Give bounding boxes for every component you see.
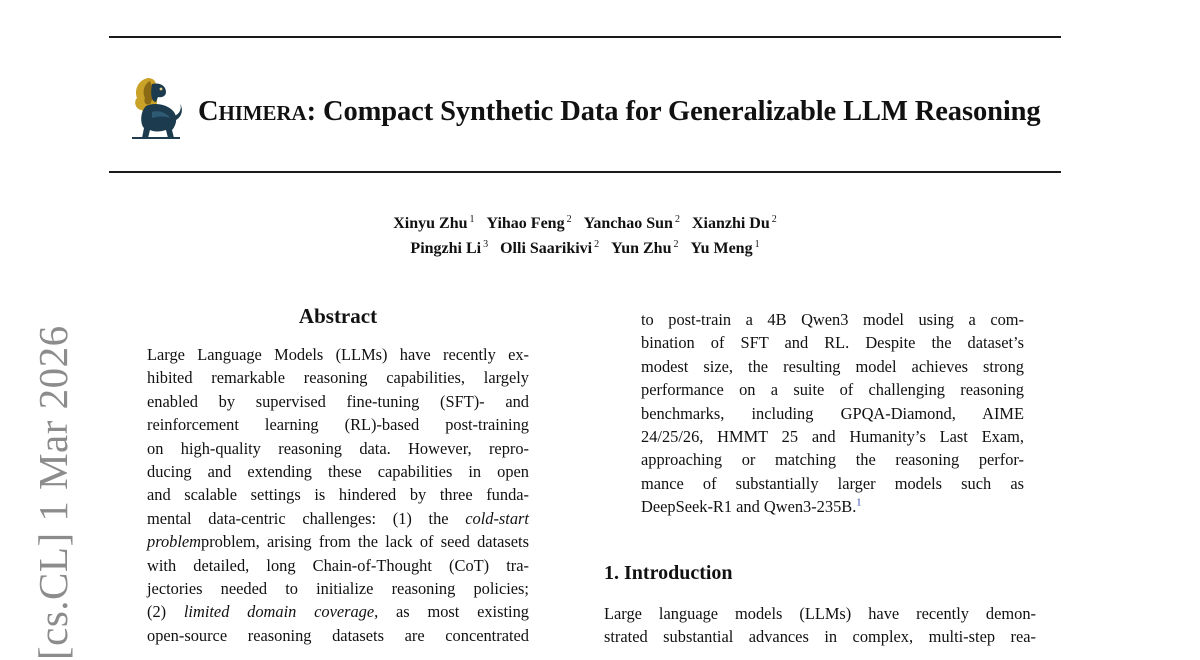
abstract-line: benchmarks, including GPQA-Diamond, AIME [641, 403, 1024, 423]
chimera-lion-logo-icon [128, 72, 184, 140]
author-name: Yun Zhu [611, 240, 672, 258]
emphasis-limited-domain-coverage: limited domain coverage [183, 602, 375, 622]
paper-title [198, 96, 1041, 128]
author-affiliation: 2 [674, 214, 680, 225]
abstract-line: performance on a suite of challenging reasoning [641, 380, 1024, 400]
abstract-line: bination of SFT and RL. Despite the dataset’s [641, 333, 1024, 353]
abstract-line: open-source reasoning datasets are concentrated [147, 625, 529, 645]
abstract-line [641, 495, 1024, 518]
author-affiliation: 2 [771, 214, 777, 225]
author [690, 240, 759, 257]
abstract-line [147, 507, 529, 530]
title-subtitle: : Compact Synthetic Data for Generalizable LLM Reasoning [306, 96, 1041, 127]
abstract-line: mance of substantially larger models such as [641, 473, 1024, 493]
author [584, 215, 680, 232]
abstract-line: jectories needed to initialize reasoning policies; [147, 579, 529, 599]
introduction-line: Large language models (LLMs) have recently demon- [604, 604, 1036, 623]
author-name: Xianzhi Du [691, 215, 770, 233]
abstract-line-segment: (2) [147, 602, 184, 622]
author-affiliation: 1 [754, 239, 760, 250]
author-affiliation: 1 [469, 214, 475, 225]
introduction-line: strated substantial advances in complex, multi-step rea- [604, 627, 1036, 647]
abstract-line-segment: , as most existing [374, 602, 529, 622]
arxiv-stamp: [cs.CL] 1 Mar 2026 [30, 325, 76, 660]
abstract-line [147, 600, 529, 623]
abstract-line: reinforcement learning (RL)-based post-training [147, 415, 529, 435]
abstract-line: with detailed, long Chain-of-Thought (CoT) tra- [147, 555, 529, 575]
abstract-line: to post-train a 4B Qwen3 model using a com- [641, 310, 1024, 329]
author [410, 240, 488, 257]
abstract-text-right [641, 308, 1024, 519]
abstract-line: 24/25/26, HMMT 25 and Humanity’s Last Exam, [641, 427, 1024, 447]
author-affiliation: 3 [483, 239, 489, 250]
author-name: Olli Saarikivi [500, 240, 593, 258]
bottom-rule [109, 171, 1061, 173]
abstract-line [147, 530, 529, 553]
author [611, 240, 678, 257]
abstract-line: ducing and extending these capabilities in open [147, 462, 529, 482]
author-affiliation: 2 [594, 239, 600, 250]
abstract-line: approaching or matching the reasoning perfor- [641, 450, 1024, 470]
author-name: Yu Meng [690, 240, 753, 258]
authors-line-2 [0, 239, 1170, 258]
abstract-line: modest size, the resulting model achieves strong [641, 356, 1024, 376]
author-name: Yihao Feng [486, 215, 565, 233]
author-name: Yanchao Sun [583, 215, 673, 233]
authors-line-1 [0, 214, 1170, 233]
abstract-text-left [147, 343, 529, 647]
author [393, 215, 474, 232]
abstract-line: hibited remarkable reasoning capabilities, largely [147, 368, 529, 388]
author-affiliation: 2 [566, 214, 572, 225]
introduction-text [604, 602, 1036, 649]
top-rule [109, 36, 1061, 38]
author [487, 215, 572, 232]
author-name: Xinyu Zhu [393, 215, 468, 233]
author-affiliation: 2 [673, 239, 679, 250]
abstract-line: on high-quality reasoning data. However, repro- [147, 438, 529, 458]
abstract-line-segment: problem, arising from the lack of seed datasets [201, 532, 529, 552]
abstract-line-segment: DeepSeek-R1 and Qwen3-235B. [641, 497, 857, 517]
author [692, 215, 777, 232]
title-name-smallcaps: HIMERA [218, 101, 307, 125]
introduction-heading: 1. Introduction [604, 562, 733, 584]
abstract-line: and scalable settings is hindered by three funda- [147, 485, 529, 505]
title-name-initial: C [198, 96, 219, 127]
emphasis-cold-start: cold-start [465, 508, 529, 528]
footnote-link[interactable]: 1 [856, 497, 862, 509]
author-name: Pingzhi Li [410, 240, 482, 258]
abstract-line: Large Language Models (LLMs) have recently ex- [147, 345, 529, 364]
abstract-heading: Abstract [298, 304, 378, 328]
abstract-line: enabled by supervised fine-tuning (SFT)- and [147, 391, 529, 411]
emphasis-problem: problem [147, 532, 202, 552]
abstract-line-segment: mental data-centric challenges: (1) the [147, 508, 466, 528]
author [500, 240, 599, 257]
